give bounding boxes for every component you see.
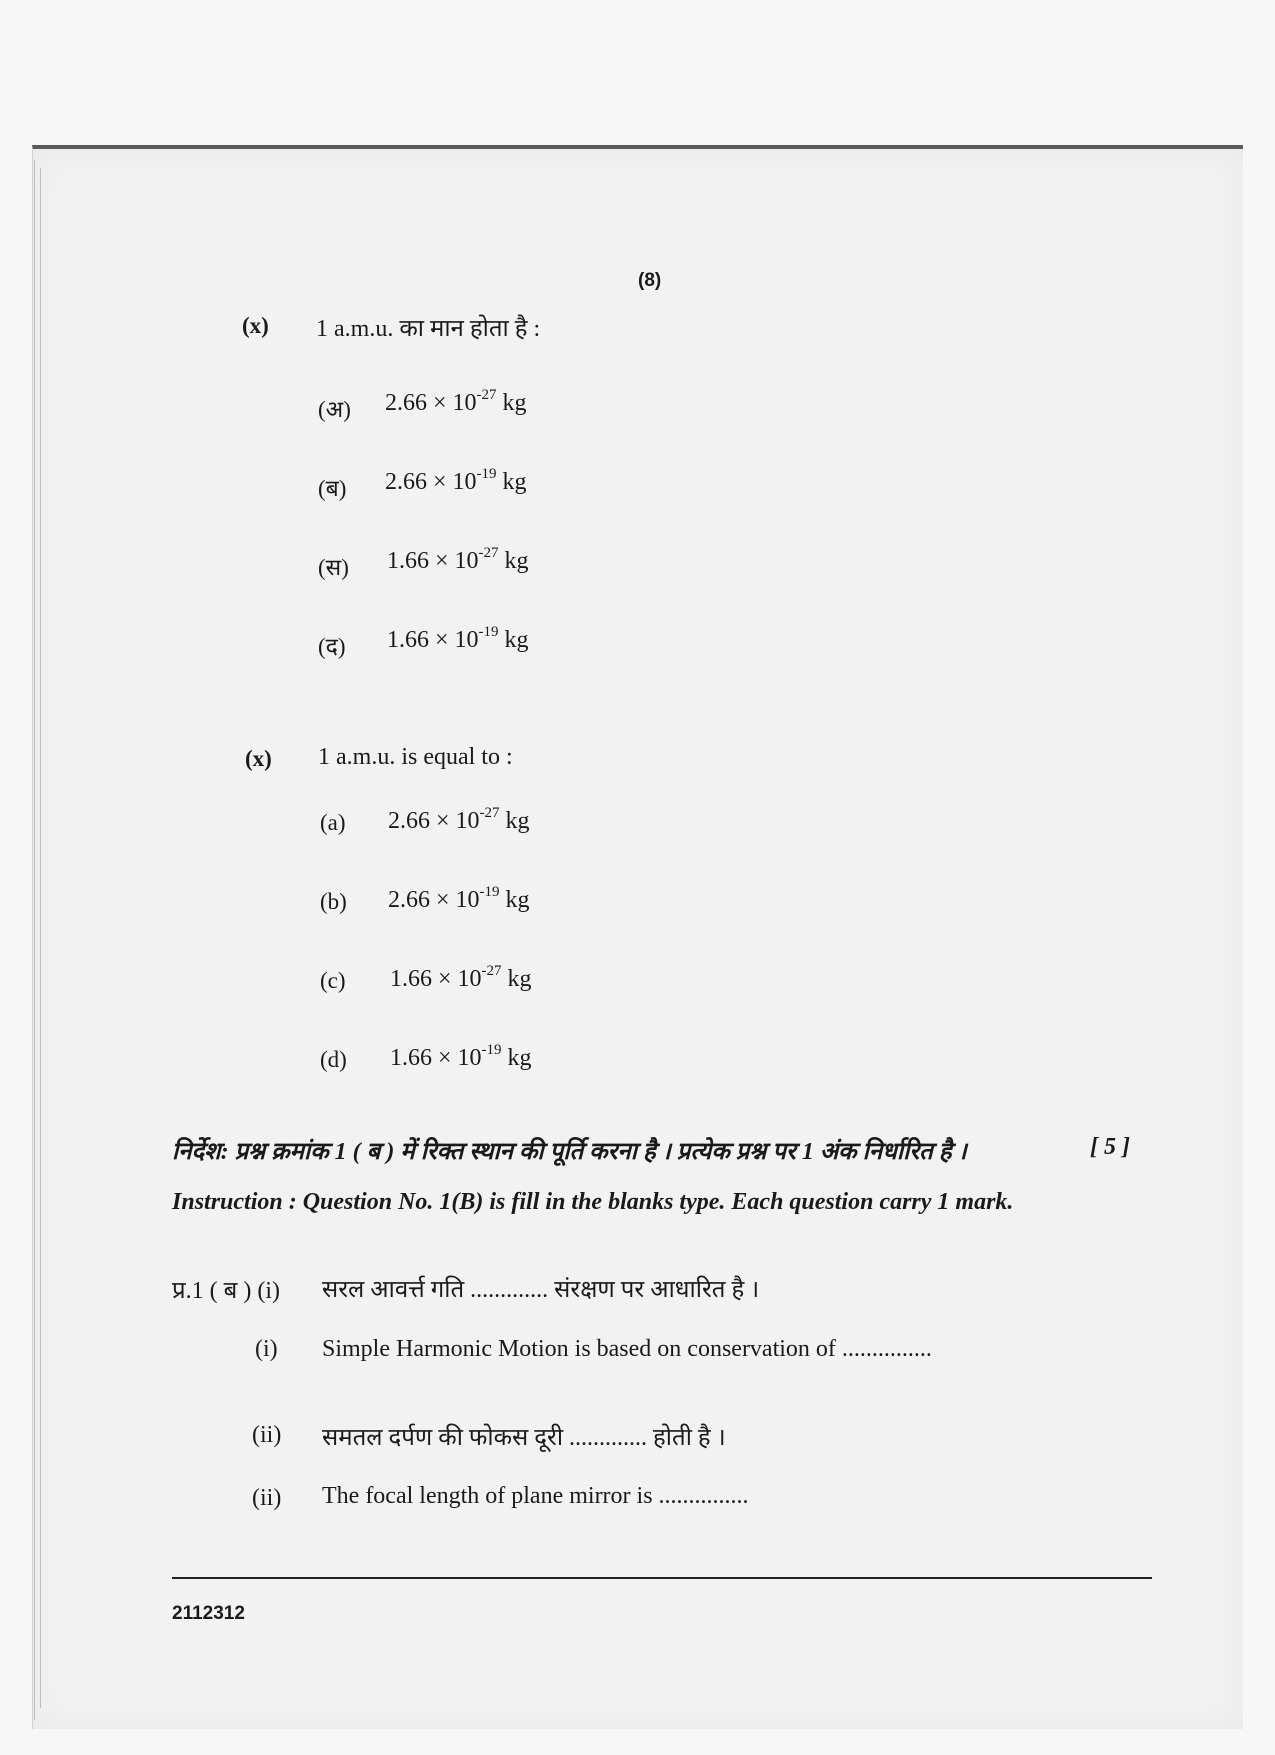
option-value: $1.66 \times 10^{-27}$ kg [387,545,529,574]
page-stack-edge [40,168,41,1708]
question-text-hindi: 1 a.m.u. का मान होता है : [316,316,541,342]
option-value: $2.66 \times 10^{-19}$ kg [385,466,527,495]
option-value: $1.66 \times 10^{-27}$ kg [390,963,532,992]
marks: [ 5 ] [1090,1134,1130,1160]
option-label: (b) [320,889,347,914]
fill-blank-text: सरल आवर्त्त गति ............. संरक्षण पर आधारित है । [322,1277,760,1303]
option-label: (स) [318,555,349,580]
paper-code: 2112312 [172,1603,245,1624]
fill-blank-text: Simple Harmonic Motion is based on conservation of ............... [322,1336,932,1362]
question-number: (x) [245,746,272,771]
page-stack-edge [34,160,35,1720]
option-label: (अ) [318,397,351,422]
fill-blank-label: (ii) [252,1485,282,1511]
section-label: प्र.1 ( ब ) (i) [172,1278,280,1304]
option-value: $1.66 \times 10^{-19}$ kg [390,1042,532,1071]
instruction-hindi: निर्देश: प्रश्न क्रमांक 1 ( ब ) में रिक्त स्थान की पूर्ति करना है । प्रत्येक प्रश्न पर 1 अंक निर्धारित है । [172,1139,967,1165]
footer-rule [172,1577,1152,1579]
page-number: (8) [638,270,662,291]
instruction-english: Instruction : Question No. 1(B) is fill in the blanks type. Each question carry 1 mark. [172,1189,1014,1215]
option-value: $2.66 \times 10^{-19}$ kg [388,884,530,913]
fill-blank-text: समतल दर्पण की फोकस दूरी ............. होती है । [322,1425,726,1451]
option-label: (d) [320,1047,347,1072]
option-label: (c) [320,968,346,993]
question-text-english: 1 a.m.u. is equal to : [318,744,513,770]
option-label: (a) [320,810,346,835]
option-label: (ब) [318,476,347,501]
fill-blank-text: The focal length of plane mirror is ............... [322,1483,749,1509]
option-value: $2.66 \times 10^{-27}$ kg [385,387,527,416]
option-label: (द) [318,634,346,659]
option-value: $1.66 \times 10^{-19}$ kg [387,624,529,653]
fill-blank-label: (i) [255,1336,278,1362]
fill-blank-label: (ii) [252,1422,282,1448]
question-number: (x) [242,313,269,338]
option-value: $2.66 \times 10^{-27}$ kg [388,805,530,834]
